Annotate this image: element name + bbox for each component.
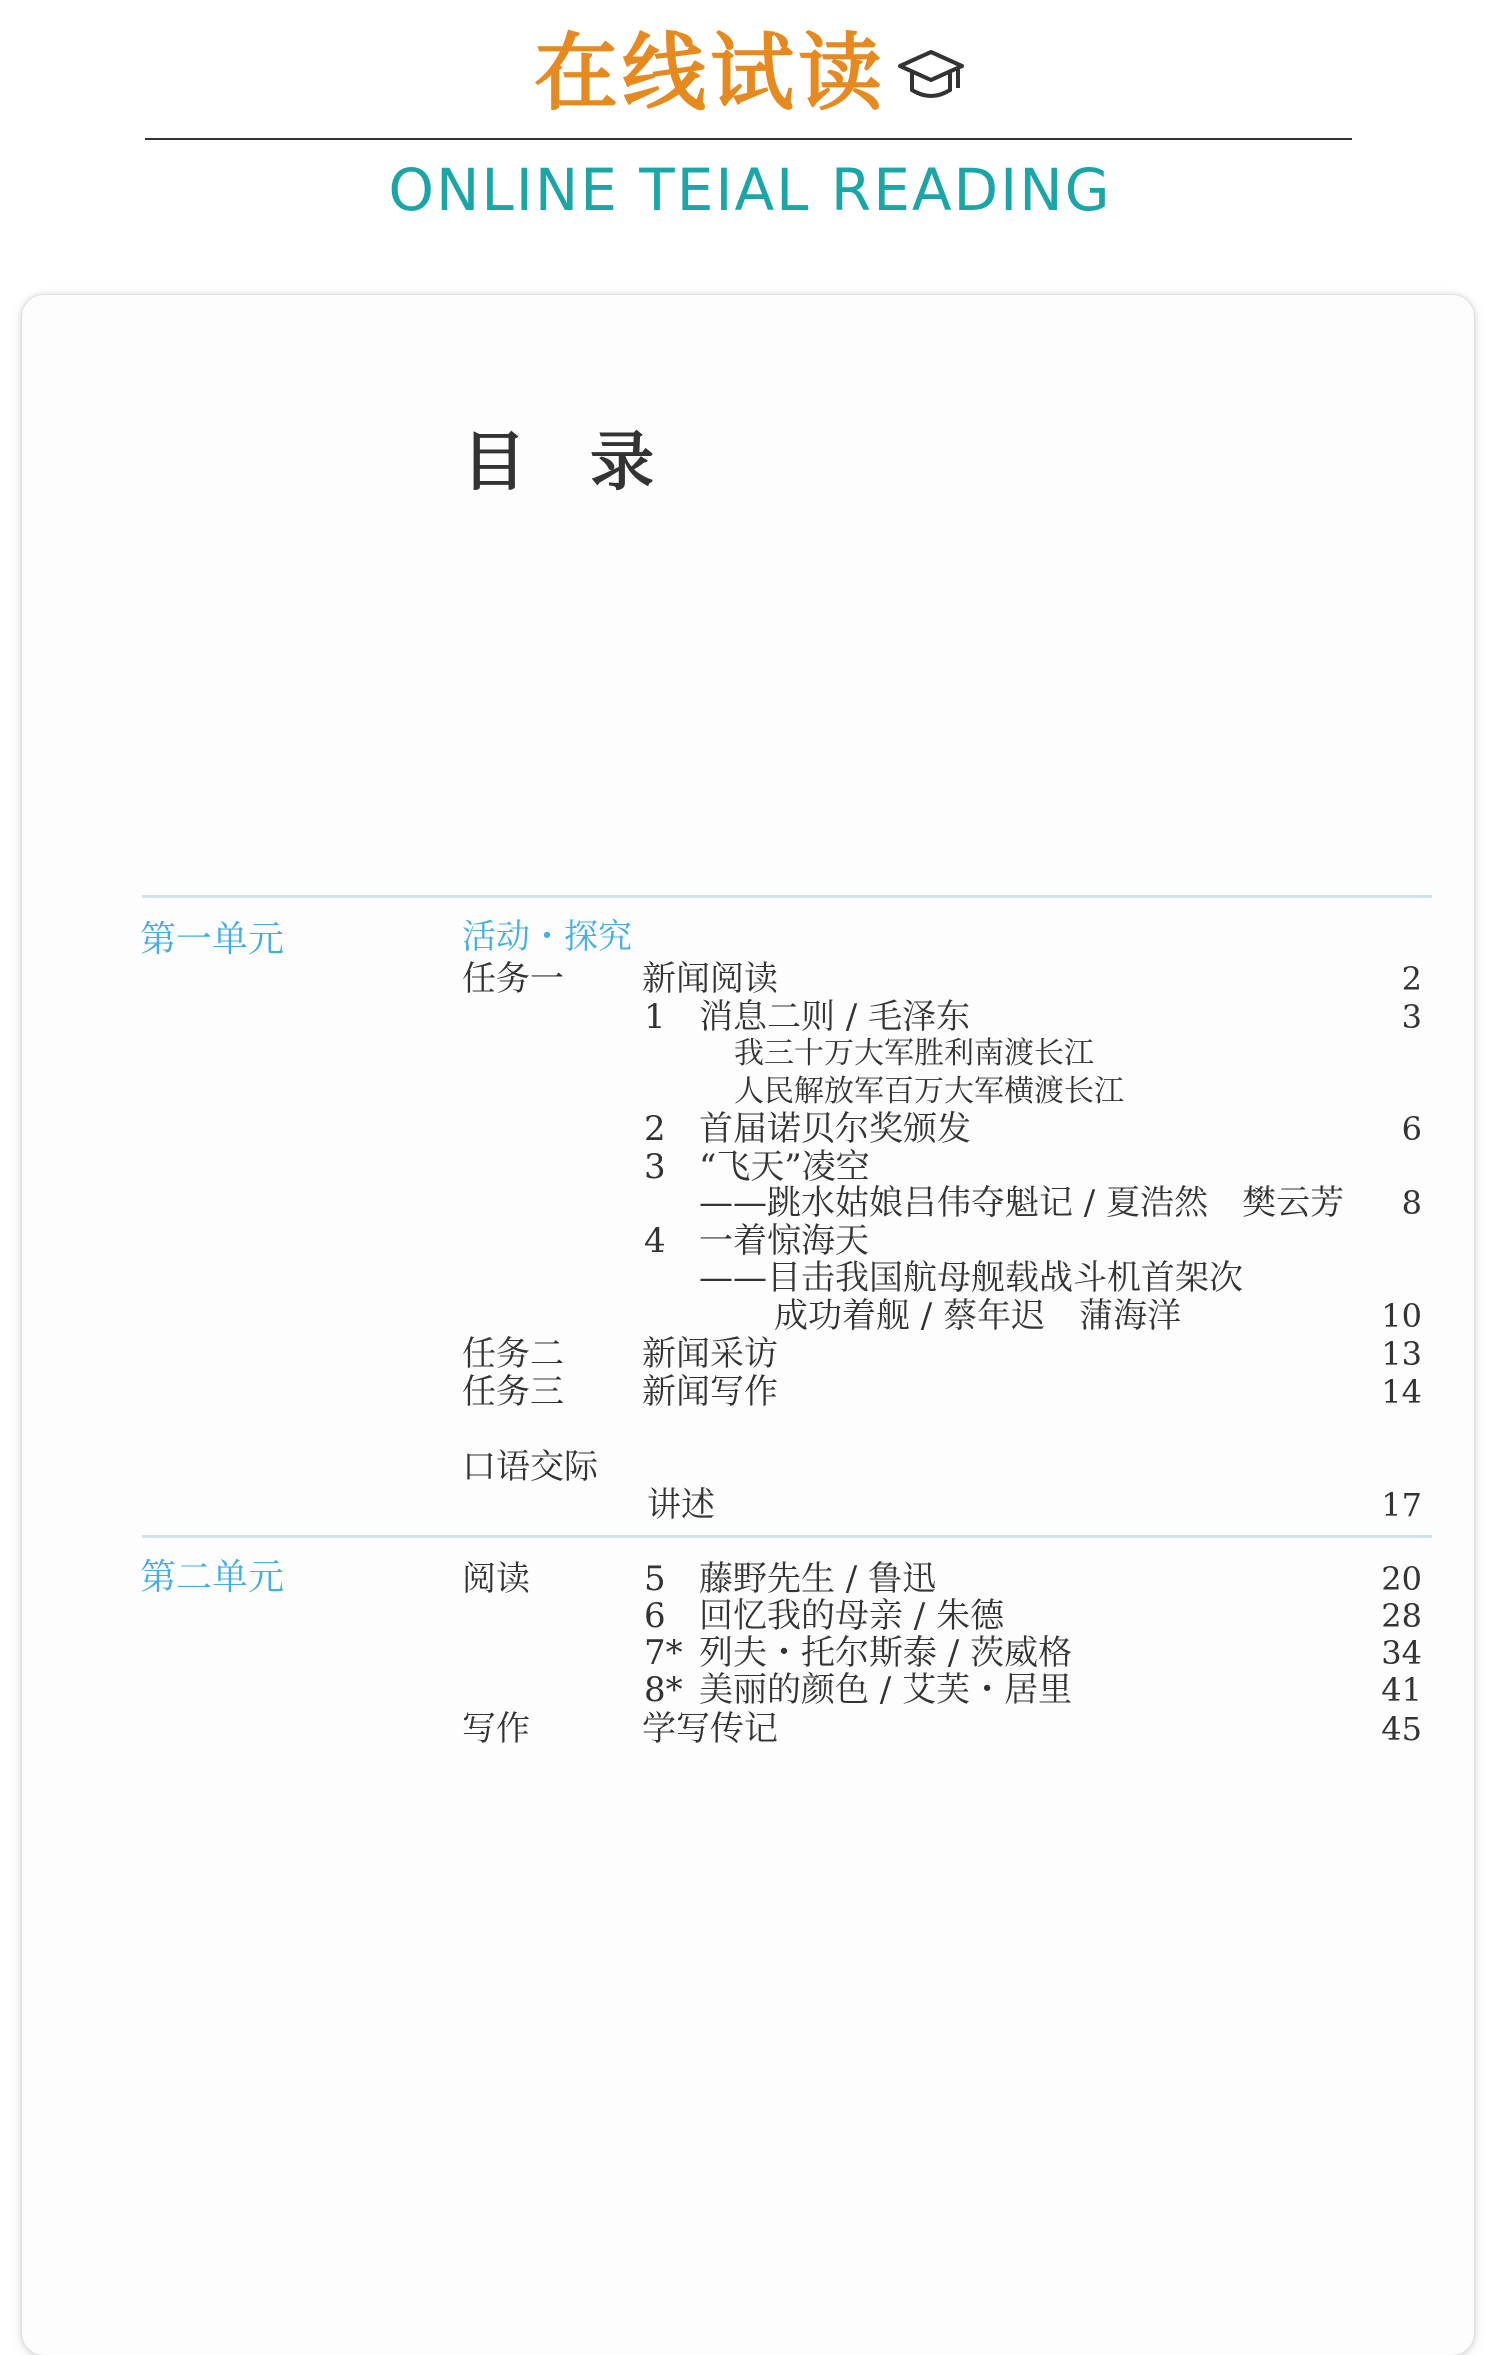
writing-label: 写作 [462, 1709, 530, 1749]
header-title-text: 在线试读 [533, 24, 886, 122]
item7-page: 34 [1381, 1634, 1422, 1672]
header-title [0, 18, 1500, 134]
book-page [22, 295, 1474, 2355]
item8-title: 美丽的颜色 / 艾芙・居里 [699, 1670, 1073, 1710]
item6-num: 6 [644, 1596, 666, 1636]
item4-num: 4 [644, 1221, 666, 1261]
item6-page: 28 [1381, 1597, 1422, 1635]
item4-page: 10 [1381, 1297, 1422, 1335]
unit1-label: 第一单元 [140, 919, 285, 960]
item8-num: 8* [644, 1670, 683, 1710]
task2-page: 13 [1381, 1335, 1422, 1373]
writing-title: 学写传记 [642, 1709, 778, 1749]
item3-page: 8 [1401, 1184, 1422, 1222]
toc-title: 目录 [462, 425, 718, 500]
item5-page: 20 [1381, 1560, 1422, 1598]
unit1-section: 活动・探究 [462, 917, 632, 957]
promo-header [0, 0, 1500, 240]
unit2-label: 第二单元 [140, 1557, 285, 1598]
task3-label: 任务三 [462, 1372, 564, 1412]
reading-label: 阅读 [462, 1559, 530, 1599]
item1-title: 消息二则 / 毛泽东 [699, 997, 971, 1037]
item7-num: 7* [644, 1633, 683, 1673]
task3-page: 14 [1381, 1373, 1422, 1411]
item1-num: 1 [644, 997, 666, 1037]
item5-num: 5 [644, 1559, 666, 1599]
item1-sub2: 人民解放军百万大军横渡长江 [734, 1074, 1124, 1109]
oral-page: 17 [1381, 1486, 1422, 1524]
task1-label: 任务一 [462, 959, 564, 999]
task2-title: 新闻采访 [642, 1334, 778, 1374]
item3-num: 3 [644, 1147, 666, 1187]
writing-page: 45 [1381, 1710, 1422, 1748]
header-divider [145, 138, 1352, 140]
item7-title: 列夫・托尔斯泰 / 茨威格 [699, 1633, 1073, 1673]
item4-subtitle: ——目击我国航母舰载战斗机首架次 [699, 1258, 1243, 1298]
unit2-divider [142, 1535, 1432, 1538]
item1-sub1: 我三十万大军胜利南渡长江 [734, 1036, 1094, 1071]
oral-label: 口语交际 [462, 1447, 598, 1487]
item2-num: 2 [644, 1109, 666, 1149]
item4-subtitle2: 成功着舰 / 蔡年迟 蒲海洋 [774, 1296, 1182, 1336]
item1-page: 3 [1401, 998, 1422, 1036]
item2-page: 6 [1401, 1110, 1422, 1148]
header-subtitle: ONLINE TEIAL READING [388, 156, 1112, 224]
item8-page: 41 [1381, 1671, 1422, 1709]
unit1-divider [142, 895, 1432, 898]
task1-title: 新闻阅读 [642, 959, 778, 999]
graduation-cap-icon [896, 24, 966, 134]
item4-title: 一着惊海天 [699, 1221, 869, 1261]
item2-title: 首届诺贝尔奖颁发 [699, 1109, 971, 1149]
oral-title: 讲述 [647, 1485, 715, 1525]
item3-subtitle: ——跳水姑娘吕伟夺魁记 / 夏浩然 樊云芳 [699, 1183, 1345, 1223]
task1-page: 2 [1401, 960, 1422, 998]
task2-label: 任务二 [462, 1334, 564, 1374]
item6-title: 回忆我的母亲 / 朱德 [699, 1596, 1005, 1636]
item3-title: “飞天”凌空 [699, 1147, 870, 1187]
task3-title: 新闻写作 [642, 1372, 778, 1412]
item5-title: 藤野先生 / 鲁迅 [699, 1559, 937, 1599]
